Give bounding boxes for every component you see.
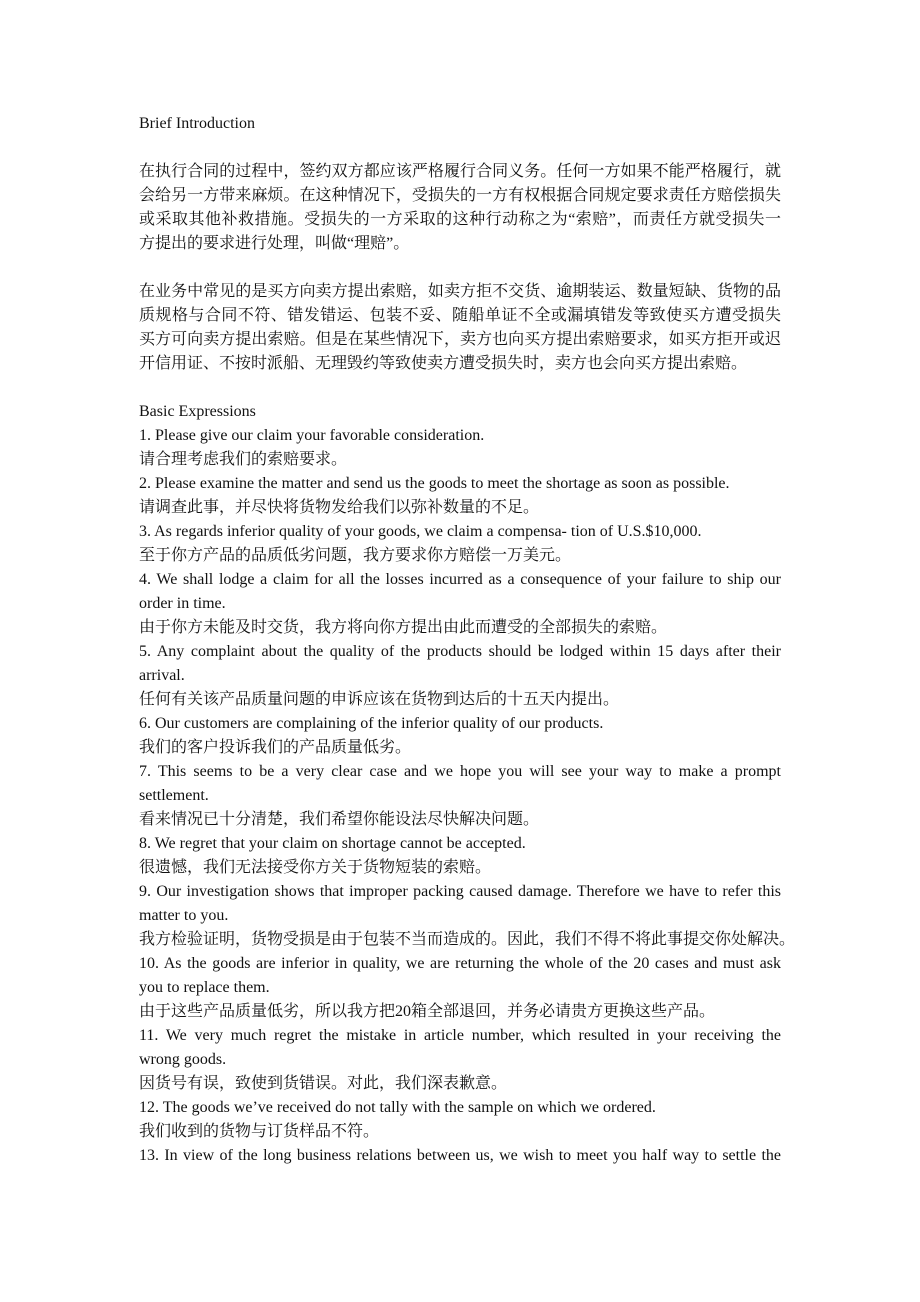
intro-paragraph-line: 会给另一方带来麻烦。在这种情况下，受损失的一方有权根据合同规定要求责任方赔偿损失 bbox=[139, 187, 781, 204]
expression-chinese-line: 任何有关该产品质量问题的申诉应该在货物到达后的十五天内提出。 bbox=[139, 691, 620, 708]
intro-heading: Brief Introduction bbox=[139, 115, 255, 132]
expression-chinese-line: 我们收到的货物与订货样品不符。 bbox=[139, 1123, 380, 1140]
expression-chinese-line: 看来情况已十分清楚，我们希望你能设法尽快解决问题。 bbox=[139, 811, 540, 828]
intro-paragraph-line: 质规格与合同不符、错发错运、包装不妥、随船单证不全或漏填错发等致使买方遭受损失 bbox=[139, 307, 781, 324]
expressions-heading: Basic Expressions bbox=[139, 403, 256, 420]
expression-chinese-line: 请调查此事，并尽快将货物发给我们以弥补数量的不足。 bbox=[139, 499, 540, 516]
expression-english-line: you to replace them. bbox=[139, 979, 270, 996]
expression-english-line: 10. As the goods are inferior in quality, we are returning the whole of the 20 cases and must ask bbox=[139, 955, 781, 972]
expression-chinese-line: 至于你方产品的品质低劣问题，我方要求你方赔偿一万美元。 bbox=[139, 547, 572, 564]
intro-paragraph-line: 开信用证、不按时派船、无理毁约等致使卖方遭受损失时，卖方也会向买方提出索赔。 bbox=[139, 355, 748, 372]
expression-english-line: 1. Please give our claim your favorable consideration. bbox=[139, 427, 485, 444]
expression-english-line: 11. We very much regret the mistake in article number, which resulted in your receiving the bbox=[139, 1027, 781, 1044]
intro-paragraph-line: 买方可向卖方提出索赔。但是在某些情况下，卖方也向买方提出索赔要求，如买方拒开或迟 bbox=[139, 331, 781, 348]
blank-line bbox=[139, 376, 781, 400]
intro-paragraph-line: 在业务中常见的是买方向卖方提出索赔，如卖方拒不交货、逾期装运、数量短缺、货物的品 bbox=[139, 283, 781, 300]
expression-english-line: order in time. bbox=[139, 595, 226, 612]
expression-english-line: 13. In view of the long business relations between us, we wish to meet you half way to settle the bbox=[139, 1147, 781, 1164]
expression-english-line: 5. Any complaint about the quality of the products should be lodged within 15 days after their bbox=[139, 643, 781, 660]
expression-english-line: wrong goods. bbox=[139, 1051, 227, 1068]
expression-english-line: matter to you. bbox=[139, 907, 229, 924]
expression-chinese-line: 我们的客户投诉我们的产品质量低劣。 bbox=[139, 739, 412, 756]
blank-line bbox=[139, 136, 781, 160]
expression-chinese-line: 很遗憾，我们无法接受你方关于货物短装的索赔。 bbox=[139, 859, 492, 876]
expression-chinese-line: 请合理考虑我们的索赔要求。 bbox=[139, 451, 348, 468]
expression-english-line: 8. We regret that your claim on shortage cannot be accepted. bbox=[139, 835, 526, 852]
intro-paragraph-line: 或采取其他补救措施。受损失的一方采取的这种行动称之为“索赔”，而责任方就受损失一 bbox=[139, 211, 781, 228]
expression-chinese-line: 因货号有误，致使到货错误。对此，我们深表歉意。 bbox=[139, 1075, 508, 1092]
document-page bbox=[139, 112, 796, 1168]
blank-line bbox=[139, 256, 781, 280]
intro-paragraph-line: 方提出的要求进行处理，叫做“理赔”。 bbox=[139, 235, 410, 252]
expression-english-line: 2. Please examine the matter and send us the goods to meet the shortage as soon as possible. bbox=[139, 475, 730, 492]
expression-english-line: 7. This seems to be a very clear case and we hope you will see your way to make a prompt bbox=[139, 763, 781, 780]
expression-english-line: 12. The goods we’ve received do not tally with the sample on which we ordered. bbox=[139, 1099, 656, 1116]
expression-english-line: 9. Our investigation shows that improper packing caused damage. Therefore we have to refer this bbox=[139, 883, 781, 900]
expression-english-line: 4. We shall lodge a claim for all the losses incurred as a consequence of your failure to ship our bbox=[139, 571, 781, 588]
expression-english-line: settlement. bbox=[139, 787, 209, 804]
intro-paragraph-line: 在执行合同的过程中，签约双方都应该严格履行合同义务。任何一方如果不能严格履行，就 bbox=[139, 163, 781, 180]
expression-english-line: arrival. bbox=[139, 667, 185, 684]
expression-chinese-line: 我方检验证明，货物受损是由于包装不当而造成的。因此，我们不得不将此事提交你处解决。 bbox=[139, 931, 796, 948]
expression-english-line: 6. Our customers are complaining of the inferior quality of our products. bbox=[139, 715, 604, 732]
expression-chinese-line: 由于你方未能及时交货，我方将向你方提出由此而遭受的全部损失的索赔。 bbox=[139, 619, 668, 636]
expression-english-line: 3. As regards inferior quality of your goods, we claim a compensa- tion of U.S.$10,000. bbox=[139, 523, 702, 540]
expression-chinese-line: 由于这些产品质量低劣，所以我方把20箱全部退回，并务必请贵方更换这些产品。 bbox=[139, 1003, 716, 1020]
